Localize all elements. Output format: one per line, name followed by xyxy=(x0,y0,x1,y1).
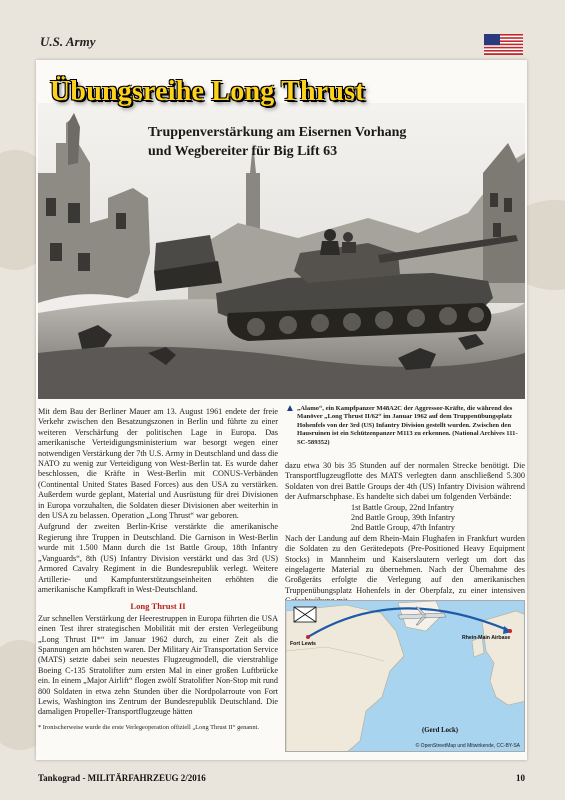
caption-triangle-icon: ▲ xyxy=(285,403,295,414)
paragraph: dazu etwa 30 bis 35 Stunden auf der normalen Strecke benötigt. Die Transportflugzeugflotte des MATS verlegten dann anschließend 5.300 Soldaten von drei Battle Groups der 4th (US) Infantry Division während der Aufmarschphase. Es handelte sich dabei um folgenden Verbände: xyxy=(285,461,525,502)
paragraph: Nach der Landung auf dem Rhein-Main Flughafen in Frankfurt wurden die Soldaten zu den Gerätedepots (Pre-Positioned Heavy Equipment Stocks) in Mannheim und Kaiserslautern verlegt um dort das eingelagerte Material zu übernehmen. Nach der Übernahme des Großgeräts erfolgte die Verlegung auf den amerikanischen Truppenübungsplatz Hohenfels in der Oberpfalz, zu einer intensiven xyxy=(285,533,525,595)
map-photo-credit: (Gerd Lock) xyxy=(422,727,459,734)
right-column xyxy=(285,461,525,607)
battle-group: 2nd Battle Group, 39th Infantry xyxy=(351,513,455,523)
subtitle-line-2: und Wegbereiter für Big Lift 63 xyxy=(148,144,338,159)
section-label: U.S. Army xyxy=(40,34,96,49)
paragraph: Zur schnellen Verstärkung der Heerestruppen in Europa führten die USA einen Test ihrer strategischen Mobilität mit der ersten Verlegeübung „Long Thrust II*“ im Januar 1962 durch, zu einer Zeit als die Spannungen am höchsten waren. Der Military Air Transportation Service (MATS) setzte dabei sein neuestes Flugzeugmodell, die vierstrahlige Boeing C-135 Stratolifter zum ersten Mal in einer großen Luftbrücke ein. In einem „Major Airlift“ flogen zwölf Stratolifter Non-Stop mit rund 800 Soldaten in etwa zehn Stunden über die Nordpolarroute von Fort Lewis, Washington ins Zentrum der Bundesrepublik Deutschland. Die damaligen Propeller-Transportflugzeuge hätten xyxy=(38,613,278,717)
battle-group-list xyxy=(285,503,525,534)
paragraph: Aufgrund der zweiten Berlin-Krise verstärkte die amerikanische Regierung ihre Truppen in Deutschland. Die Garnison in West-Berlin wurde mit 1.500 Mann durch die 1st Battle Group, 18th Infantry „Vanguards“, 8th (US) Infantry Division verstärkt und das 3rd (US) Armored Cavalry Regiment in die Bundesrepublik verlegt. Weitere Artillerie- und Kampfunterstützungseinheiten erhöhten die amerikanische Kampfkraft in West-Deutschland. xyxy=(38,522,278,594)
subtitle-line-1: Truppenverstärkung am Eisernen Vorhang xyxy=(148,125,407,140)
footnote: * Ironischerweise wurde die erste Verlegeoperation offiziell „Long Thrust II“ genannt. xyxy=(38,723,259,731)
list-item xyxy=(285,503,525,513)
list-item xyxy=(285,513,525,523)
left-column xyxy=(38,407,278,732)
map-osm-credit: © OpenStreetMap und Mitwirkende, CC-BY-SA xyxy=(415,743,520,749)
page-number: 10 xyxy=(516,773,525,783)
publication-name: Tankograd - MILITÄRFAHRZEUG 2/2016 xyxy=(38,773,206,783)
us-flag-icon xyxy=(484,34,523,55)
section-heading: Long Thrust II xyxy=(130,601,186,612)
caption-text: „Alamo“, ein Kampfpanzer M48A2C der Aggressor-Kräfte, die während des Manöver „Long Thrust II/62“ im Januar 1962 auf dem Truppenübungsplatz Hohenfels von der 3rd (US) Infantry Division gestellt wurden. Zwischen den Hausruinen ist ein Schützenpanzer M113 zu erkennen. (National Archives 111-SC-589352) xyxy=(297,405,518,446)
article-title: Übungsreihe Long Thrust xyxy=(50,76,365,107)
battle-group: 1st Battle Group, 22nd Infantry xyxy=(351,502,455,512)
route-map-image xyxy=(286,601,525,752)
list-item xyxy=(285,523,525,533)
route-map xyxy=(285,600,525,752)
map-label-destination: Rhein-Main Airbase xyxy=(462,635,511,641)
battle-group: 2nd Battle Group, 47th Infantry xyxy=(351,523,455,533)
page-footer xyxy=(38,773,525,783)
map-label-origin: Fort Lewis xyxy=(290,641,316,647)
photo-caption xyxy=(285,405,525,447)
article-subtitle xyxy=(148,123,448,161)
paragraph: Mit dem Bau der Berliner Mauer am 13. August 1961 endete der freie Verkehr zwischen den Besatzungszonen in Berlin und führte zu einer weiteren Verschärfung der politischen Lage in Europa. Das amerikanische Verteidigungsministerium war besorgt wegen einer notwendigen Verstärkung der 7th U.S. Army in Deutschland und dass die NATO zu wenig zur Verteidigung von West-Berlin tat. Es wurde daher beschlossen, die Kräfte in West-Berlin mit CONUS-Verbänden (Continental United States Based Forces) aus den USA zu verstärken. Außerdem wurde geplant, Material und Ausrüstung für drei Divisionen in Europa vorzuhalten, die Soldaten dieser Divisionen aber weiterhin in den USA zu belassen. Operation „Long Thrust“ war geboren. xyxy=(38,407,278,521)
